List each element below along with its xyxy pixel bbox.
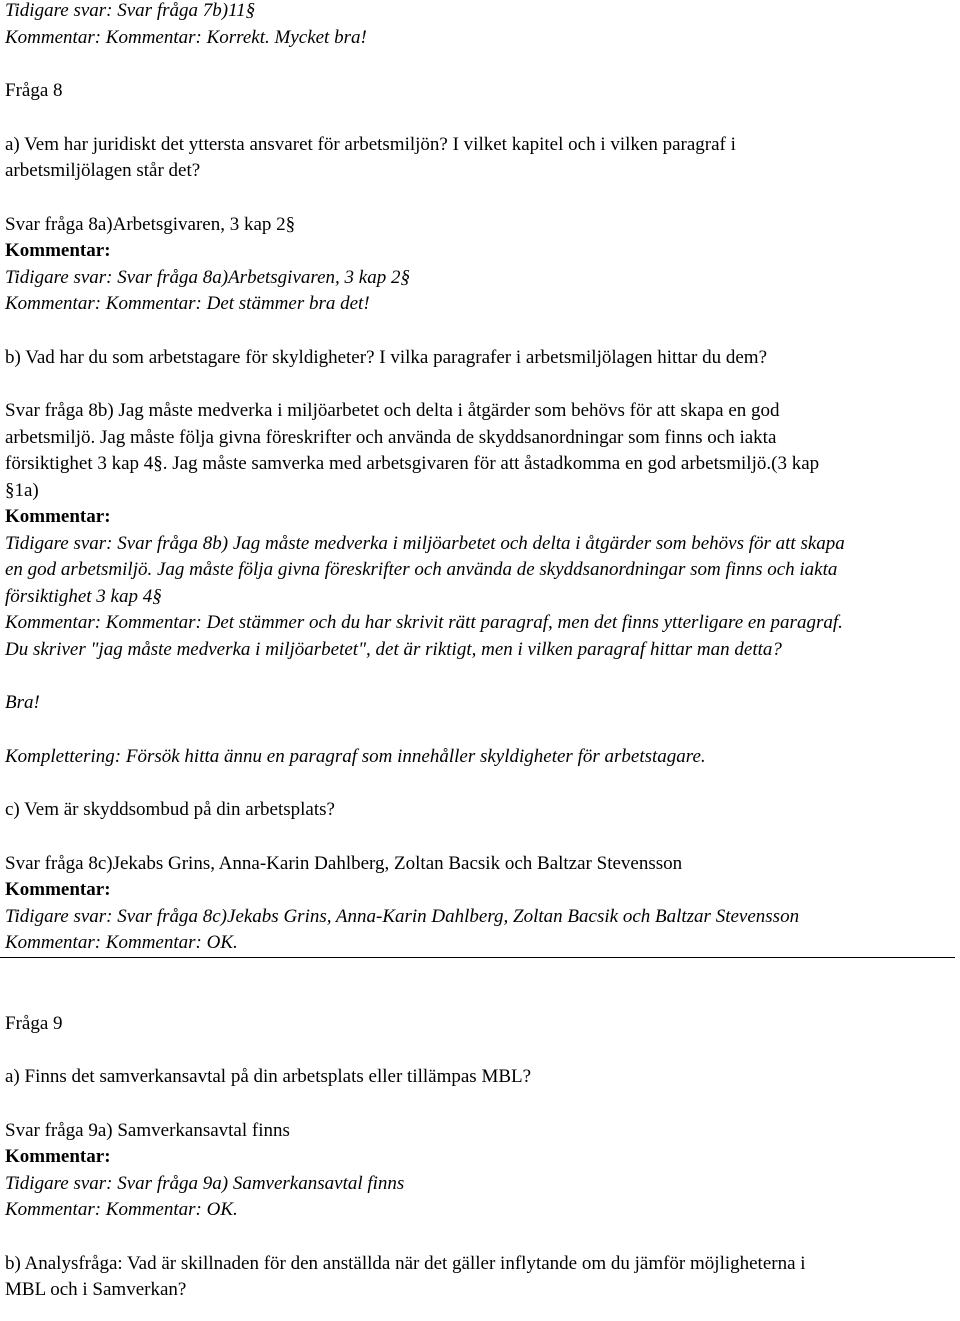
q7-comment: Kommentar: Kommentar: Korrekt. Mycket bra! (5, 26, 367, 48)
q8b-question-part2: I vilka paragrafer i arbetsmiljölagen hittar du dem? (374, 346, 768, 368)
q9a-previous-answer: Tidigare svar: Svar fråga 9a) Samverkansavtal finns (5, 1172, 405, 1194)
q8c-previous-answer: Tidigare svar: Svar fråga 8c)Jekabs Grins, Anna-Karin Dahlberg, Zoltan Bacsik och Baltzar Stevensson (5, 905, 800, 927)
q9a-comment: Kommentar: Kommentar: OK. (5, 1199, 238, 1220)
q8b-praise: Bra! (5, 692, 40, 713)
q8b-comment-label: Kommentar: (5, 506, 111, 527)
q9a-question: a) Finns det samverkansavtal på din arbetsplats eller tillämpas MBL? (5, 1066, 532, 1087)
q9b-question-line2: MBL och i Samverkan? (5, 1279, 187, 1300)
q8b-comment-line2: Du skriver "jag måste medverka i miljöarbetet", det är riktigt, men i vilken paragraf hittar man detta? (5, 638, 782, 660)
q7-previous-answer: Tidigare svar: Svar fråga 7b)11§ (5, 0, 256, 21)
q8b-comment-line1: Kommentar: Kommentar: Det stämmer och du har skrivit rätt paragraf, men det finns ytterligare en paragraf. (5, 612, 843, 633)
q9a-answer: Svar fråga 9a) Samverkansavtal finns (5, 1119, 290, 1141)
q9a-comment-label: Kommentar: (5, 1146, 111, 1167)
q8b-previous-line1: Tidigare svar: Svar fråga 8b) Jag måste medverka i miljöarbetet och delta i åtgärder som behövs för att skapa (5, 532, 845, 554)
q8a-comment-label: Kommentar: (5, 240, 111, 261)
q8b-previous-line2: en god arbetsmiljö. Jag måste följa givna föreskrifter och använda de skyddsanordningar som finns och iakta (5, 559, 838, 580)
q8a-question-line1: a) Vem har juridiskt det yttersta ansvaret för arbetsmiljön? I vilket kapitel och i vilken paragraf i (5, 133, 736, 155)
q8b-question (5, 345, 950, 372)
q8c-comment: Kommentar: Kommentar: OK. (5, 932, 238, 953)
q8b-answer-line4: §1a) (5, 479, 39, 501)
document-page (5, 0, 950, 1304)
q8b-previous-line3: försiktighet 3 kap 4§ (5, 585, 162, 607)
q8b-answer-line2: arbetsmiljö. Jag måste följa givna föreskrifter och använda de skyddsanordningar som finns och iakta (5, 426, 777, 448)
q8b-supplement: Komplettering: Försök hitta ännu en paragraf som innehåller skyldigheter för arbetstagare. (5, 745, 706, 767)
q8b-answer-line1: Svar fråga 8b) Jag måste medverka i miljöarbetet och delta i åtgärder som behövs för att skapa en god (5, 400, 780, 421)
q8c-question: c) Vem är skyddsombud på din arbetsplats? (5, 799, 335, 820)
q8b-answer-line3: försiktighet 3 kap 4§. Jag måste samverka med arbetsgivaren för att åstadkomma en god arbetsmiljö.(3 kap (5, 453, 820, 474)
q8-heading: Fråga 8 (5, 80, 63, 101)
q8a-comment: Kommentar: Kommentar: Det stämmer bra det! (5, 293, 370, 314)
q8c-answer: Svar fråga 8c)Jekabs Grins, Anna-Karin Dahlberg, Zoltan Bacsik och Baltzar Stevensson (5, 852, 683, 874)
q9b-question-line1: b) Analysfråga: Vad är skillnaden för den anställda när det gäller inflytande om du jämför möjligheterna i (5, 1252, 806, 1274)
q8a-answer: Svar fråga 8a)Arbetsgivaren, 3 kap 2§ (5, 213, 296, 235)
q8c-comment-label: Kommentar: (5, 879, 111, 900)
q9-heading: Fråga 9 (5, 1012, 63, 1034)
q8a-previous-answer: Tidigare svar: Svar fråga 8a)Arbetsgivaren, 3 kap 2§ (5, 266, 410, 288)
q8a-question-line2: arbetsmiljölagen står det? (5, 160, 201, 181)
q8b-question-part1: b) Vad har du som arbetstagare för skyldigheter? (5, 346, 375, 368)
